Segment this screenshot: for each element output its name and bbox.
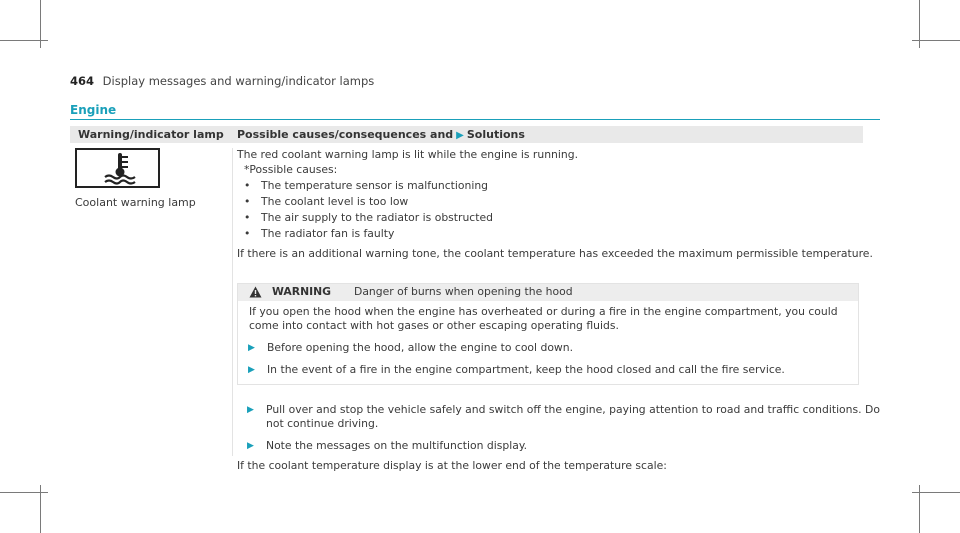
page-header-title: Display messages and warning/indicator lamps bbox=[102, 74, 375, 88]
bullet-icon: • bbox=[244, 227, 251, 240]
play-arrow-icon: ▶ bbox=[248, 343, 255, 353]
play-arrow-icon: ▶ bbox=[247, 441, 254, 451]
play-arrow-icon: ▶ bbox=[456, 130, 464, 141]
play-arrow-icon: ▶ bbox=[248, 365, 255, 375]
warning-title: WARNING bbox=[272, 285, 332, 298]
section-title: Engine bbox=[70, 103, 117, 117]
causes-label: *Possible causes: bbox=[244, 163, 338, 176]
warning-heading: Danger of burns when opening the hood bbox=[354, 285, 573, 298]
play-arrow-icon: ▶ bbox=[247, 405, 254, 415]
page-number: 464 bbox=[70, 74, 95, 88]
intro-text: The red coolant warning lamp is lit while the engine is running. bbox=[237, 148, 579, 161]
table-header-causes-label: Possible causes/consequences and bbox=[237, 128, 454, 141]
warning-box: WARNING Danger of burns when opening the hood If you open the hood when the engine has overheated or during a fire in the engine compartment, you could come into contact with hot gases or other escaping operating fluids. ▶ Before opening the hood, allow the engine to cool down. ▶ In the event of a fire in the engine compartment, keep the hood closed and call the fire service. bbox=[237, 283, 859, 385]
table-header-solutions-label: Solutions bbox=[466, 128, 525, 141]
warning-triangle-icon bbox=[249, 286, 262, 298]
warning-lamp-table: Warning/indicator lamp Possible causes/consequences and ▶ Solutions Coolant warning lamp The red coolant warning lamp is lit while the engine is running. *Possible causes: • The temperature sensor is malfunctioning • The coolant level is too low • The air supply to the radiator is obstructed • The radiator fan is faulty If there is an additional warning tone, the coolant temperature has exceeded the maximum permissible temperature. WARNING Danger of burns when opening the hood If you open the hood when the engine has overheated or during a fire in the engine compartment, you could come into contact with hot gases or other escaping operating fluids. ▶ Before opening the hood, allow the engine to cool down. ▶ In the event of a fire in the engine compartment, keep the hood closed and call the fire service. ▶ Pull over and stop the vehicle safely and switch off the engine, paying attention to road and traffic conditions. Do not continue driving. ▶ Note the messages on the multifunction display. If the coolant temperature display is at the lower end of the temperature scale: bbox=[70, 126, 865, 456]
table-header-lamp: Warning/indicator lamp bbox=[70, 126, 233, 143]
page-header bbox=[70, 74, 374, 88]
warning-header bbox=[238, 284, 858, 301]
action-text-line: not continue driving. bbox=[266, 417, 379, 430]
coolant-lamp-label: Coolant warning lamp bbox=[75, 196, 196, 209]
warning-text-line: come into contact with hot gases or other escaping operating fluids. bbox=[249, 319, 619, 332]
bullet-icon: • bbox=[244, 179, 251, 192]
additional-warning-text: If there is an additional warning tone, the coolant temperature has exceeded the maximum permissible temperature. bbox=[237, 247, 873, 260]
table-header-causes bbox=[231, 126, 863, 143]
crop-mark bbox=[0, 40, 48, 41]
crop-mark bbox=[0, 492, 48, 493]
footer-text: If the coolant temperature display is at the lower end of the temperature scale: bbox=[237, 459, 667, 472]
warning-text-line: If you open the hood when the engine has overheated or during a fire in the engine compartment, you could bbox=[249, 305, 838, 318]
bullet-icon: • bbox=[244, 195, 251, 208]
bullet-icon: • bbox=[244, 211, 251, 224]
coolant-temperature-icon bbox=[102, 152, 138, 185]
coolant-lamp-symbol-box bbox=[75, 148, 160, 188]
crop-mark bbox=[912, 40, 960, 41]
section-divider bbox=[70, 119, 880, 120]
crop-mark bbox=[912, 492, 960, 493]
lamp-column bbox=[70, 148, 233, 456]
